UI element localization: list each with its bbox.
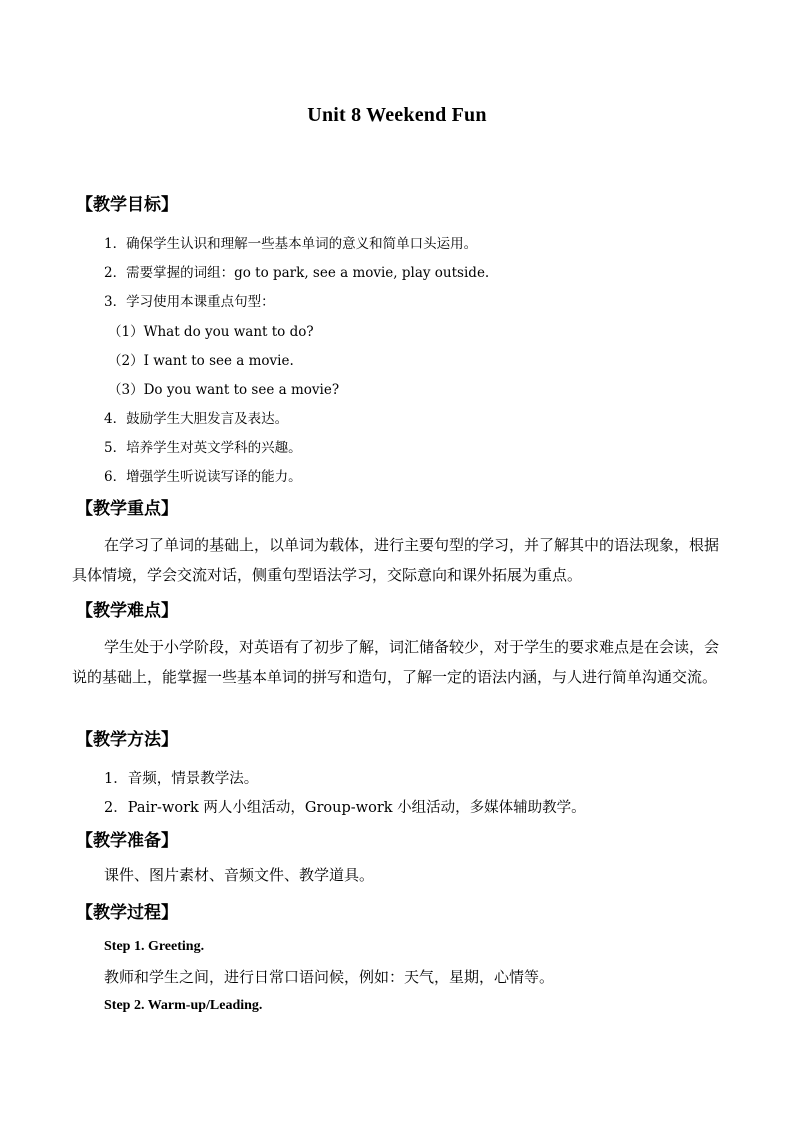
method-item: 2．Pair-work 两人小组活动，Group-work 小组活动，多媒体辅助教学。 [104,800,586,816]
method-item: 1．音频，情景教学法。 [104,771,259,787]
objective-item: 1．确保学生认识和理解一些基本单词的意义和简单口头运用。 [104,236,478,252]
objective-item: 5．培养学生对英文学科的兴趣。 [104,440,302,456]
objective-item: 3．学习使用本课重点句型： [104,294,275,310]
objective-item: 2．需要掌握的词组：go to park, see a movie, play outside. [104,265,490,281]
key-points-paragraph: 在学习了单词的基础上，以单词为载体，进行主要句型的学习，并了解其中的语法现象，根据具体情境，学会交流对话，侧重句型语法学习，交际意向和课外拓展为重点。 [72,536,720,584]
heading-process: 【教学过程】 [76,903,178,923]
heading-key-points: 【教学重点】 [76,499,178,519]
heading-methods: 【教学方法】 [76,730,178,750]
heading-preparation: 【教学准备】 [76,831,178,851]
step-2-title: Step 2. Warm-up/Leading. [104,998,263,1013]
step-1-text: 教师和学生之间，进行日常口语问候，例如：天气，星期，心情等。 [104,968,555,986]
step-1-title: Step 1. Greeting. [104,939,205,954]
objective-item: 4．鼓励学生大胆发言及表达。 [104,411,289,427]
page-title: Unit 8 Weekend Fun [307,104,487,126]
objective-sub-item: （1）What do you want to do? [108,324,314,340]
heading-objectives: 【教学目标】 [76,195,178,215]
objective-sub-item: （2）I want to see a movie. [108,353,294,369]
objective-sub-item: （3）Do you want to see a movie? [108,382,340,398]
difficulties-paragraph: 学生处于小学阶段，对英语有了初步了解，词汇储备较少，对于学生的要求难点是在会读，会说的基础上，能掌握一些基本单词的拼写和造句，了解一定的语法内涵，与人进行简单沟通交流。 [72,638,720,686]
heading-difficulties: 【教学难点】 [76,601,178,621]
preparation-text: 课件、图片素材、音频文件、教学道具。 [104,866,375,884]
objective-item: 6．增强学生听说读写译的能力。 [104,469,302,485]
